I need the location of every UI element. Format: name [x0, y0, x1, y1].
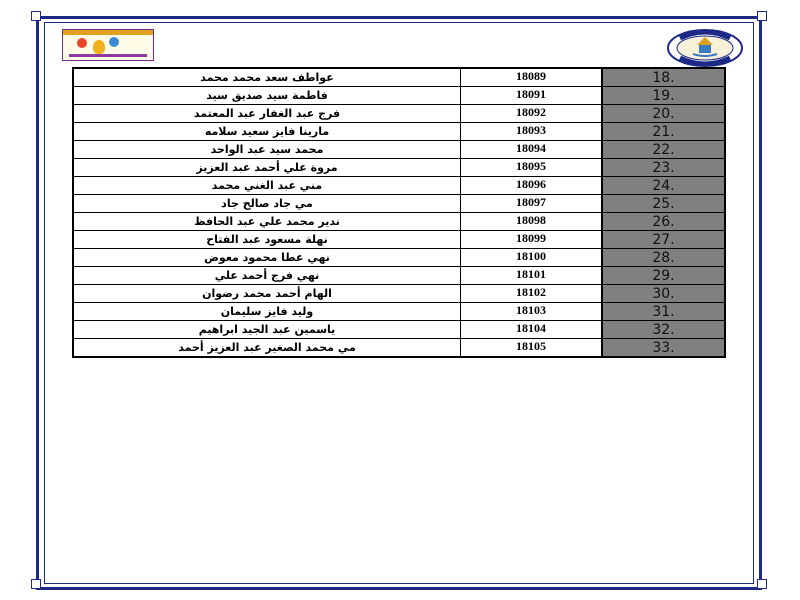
table-row	[73, 68, 725, 87]
table-row	[73, 213, 725, 231]
table-row	[73, 321, 725, 339]
row-number-cell: 26.	[602, 213, 725, 231]
student-id-cell: 18096	[461, 177, 603, 195]
row-number-cell: 19.	[602, 87, 725, 105]
student-id-cell: 18103	[461, 303, 603, 321]
corner-ornament	[757, 579, 767, 589]
student-name-cell: نهي عطا محمود معوض	[73, 249, 461, 267]
student-name-cell: مني عبد الغني محمد	[73, 177, 461, 195]
children-education-logo-icon	[62, 29, 154, 61]
student-id-cell: 18093	[461, 123, 603, 141]
student-name-cell: وليد فايز سليمان	[73, 303, 461, 321]
table-row	[73, 141, 725, 159]
row-number-cell: 29.	[602, 267, 725, 285]
student-id-cell: 18094	[461, 141, 603, 159]
student-id-cell: 18105	[461, 339, 603, 358]
table-row	[73, 105, 725, 123]
row-number-cell: 27.	[602, 231, 725, 249]
student-name-cell: فاطمة سيد صديق سيد	[73, 87, 461, 105]
row-number-cell: 32.	[602, 321, 725, 339]
row-number-cell: 28.	[602, 249, 725, 267]
student-name-cell: نهلة مسعود عبد الفتاح	[73, 231, 461, 249]
row-number-cell: 30.	[602, 285, 725, 303]
row-number-cell: 18.	[602, 68, 725, 87]
student-name-cell: ندير محمد علي عبد الحافظ	[73, 213, 461, 231]
corner-ornament	[31, 579, 41, 589]
student-name-cell: محمد سيد عبد الواحد	[73, 141, 461, 159]
table-row	[73, 123, 725, 141]
roster-table	[72, 67, 726, 358]
student-name-cell: الهام أحمد محمد رضوان	[73, 285, 461, 303]
student-name-cell: نهي فرج أحمد علي	[73, 267, 461, 285]
table-row	[73, 339, 725, 358]
table-row	[73, 285, 725, 303]
student-id-cell: 18099	[461, 231, 603, 249]
row-number-cell: 20.	[602, 105, 725, 123]
student-id-cell: 18091	[461, 87, 603, 105]
student-name-cell: عواطف سعد محمد محمد	[73, 68, 461, 87]
student-id-cell: 18100	[461, 249, 603, 267]
table-row	[73, 231, 725, 249]
table-row	[73, 267, 725, 285]
student-name-cell: مارينا فايز سعيد سلامه	[73, 123, 461, 141]
student-name-cell: مي محمد الصغير عبد العزيز أحمد	[73, 339, 461, 358]
table-row	[73, 249, 725, 267]
university-seal-icon	[666, 28, 744, 68]
corner-ornament	[31, 11, 41, 21]
student-id-cell: 18092	[461, 105, 603, 123]
table-row	[73, 177, 725, 195]
student-id-cell: 18101	[461, 267, 603, 285]
corner-ornament	[757, 11, 767, 21]
row-number-cell: 31.	[602, 303, 725, 321]
row-number-cell: 21.	[602, 123, 725, 141]
student-id-cell: 18102	[461, 285, 603, 303]
student-name-cell: ياسمين عبد الجيد ابراهيم	[73, 321, 461, 339]
row-number-cell: 24.	[602, 177, 725, 195]
student-id-cell: 18095	[461, 159, 603, 177]
table-row	[73, 87, 725, 105]
row-number-cell: 22.	[602, 141, 725, 159]
student-id-cell: 18089	[461, 68, 603, 87]
student-id-cell: 18098	[461, 213, 603, 231]
student-name-cell: مي جاد صالح جاد	[73, 195, 461, 213]
student-id-cell: 18104	[461, 321, 603, 339]
student-name-cell: فرج عبد الغفار عبد المعتمد	[73, 105, 461, 123]
table-row	[73, 195, 725, 213]
row-number-cell: 25.	[602, 195, 725, 213]
table-row	[73, 303, 725, 321]
table-row	[73, 159, 725, 177]
row-number-cell: 23.	[602, 159, 725, 177]
student-id-cell: 18097	[461, 195, 603, 213]
student-name-cell: مروة علي أحمد عبد العزيز	[73, 159, 461, 177]
row-number-cell: 33.	[602, 339, 725, 358]
